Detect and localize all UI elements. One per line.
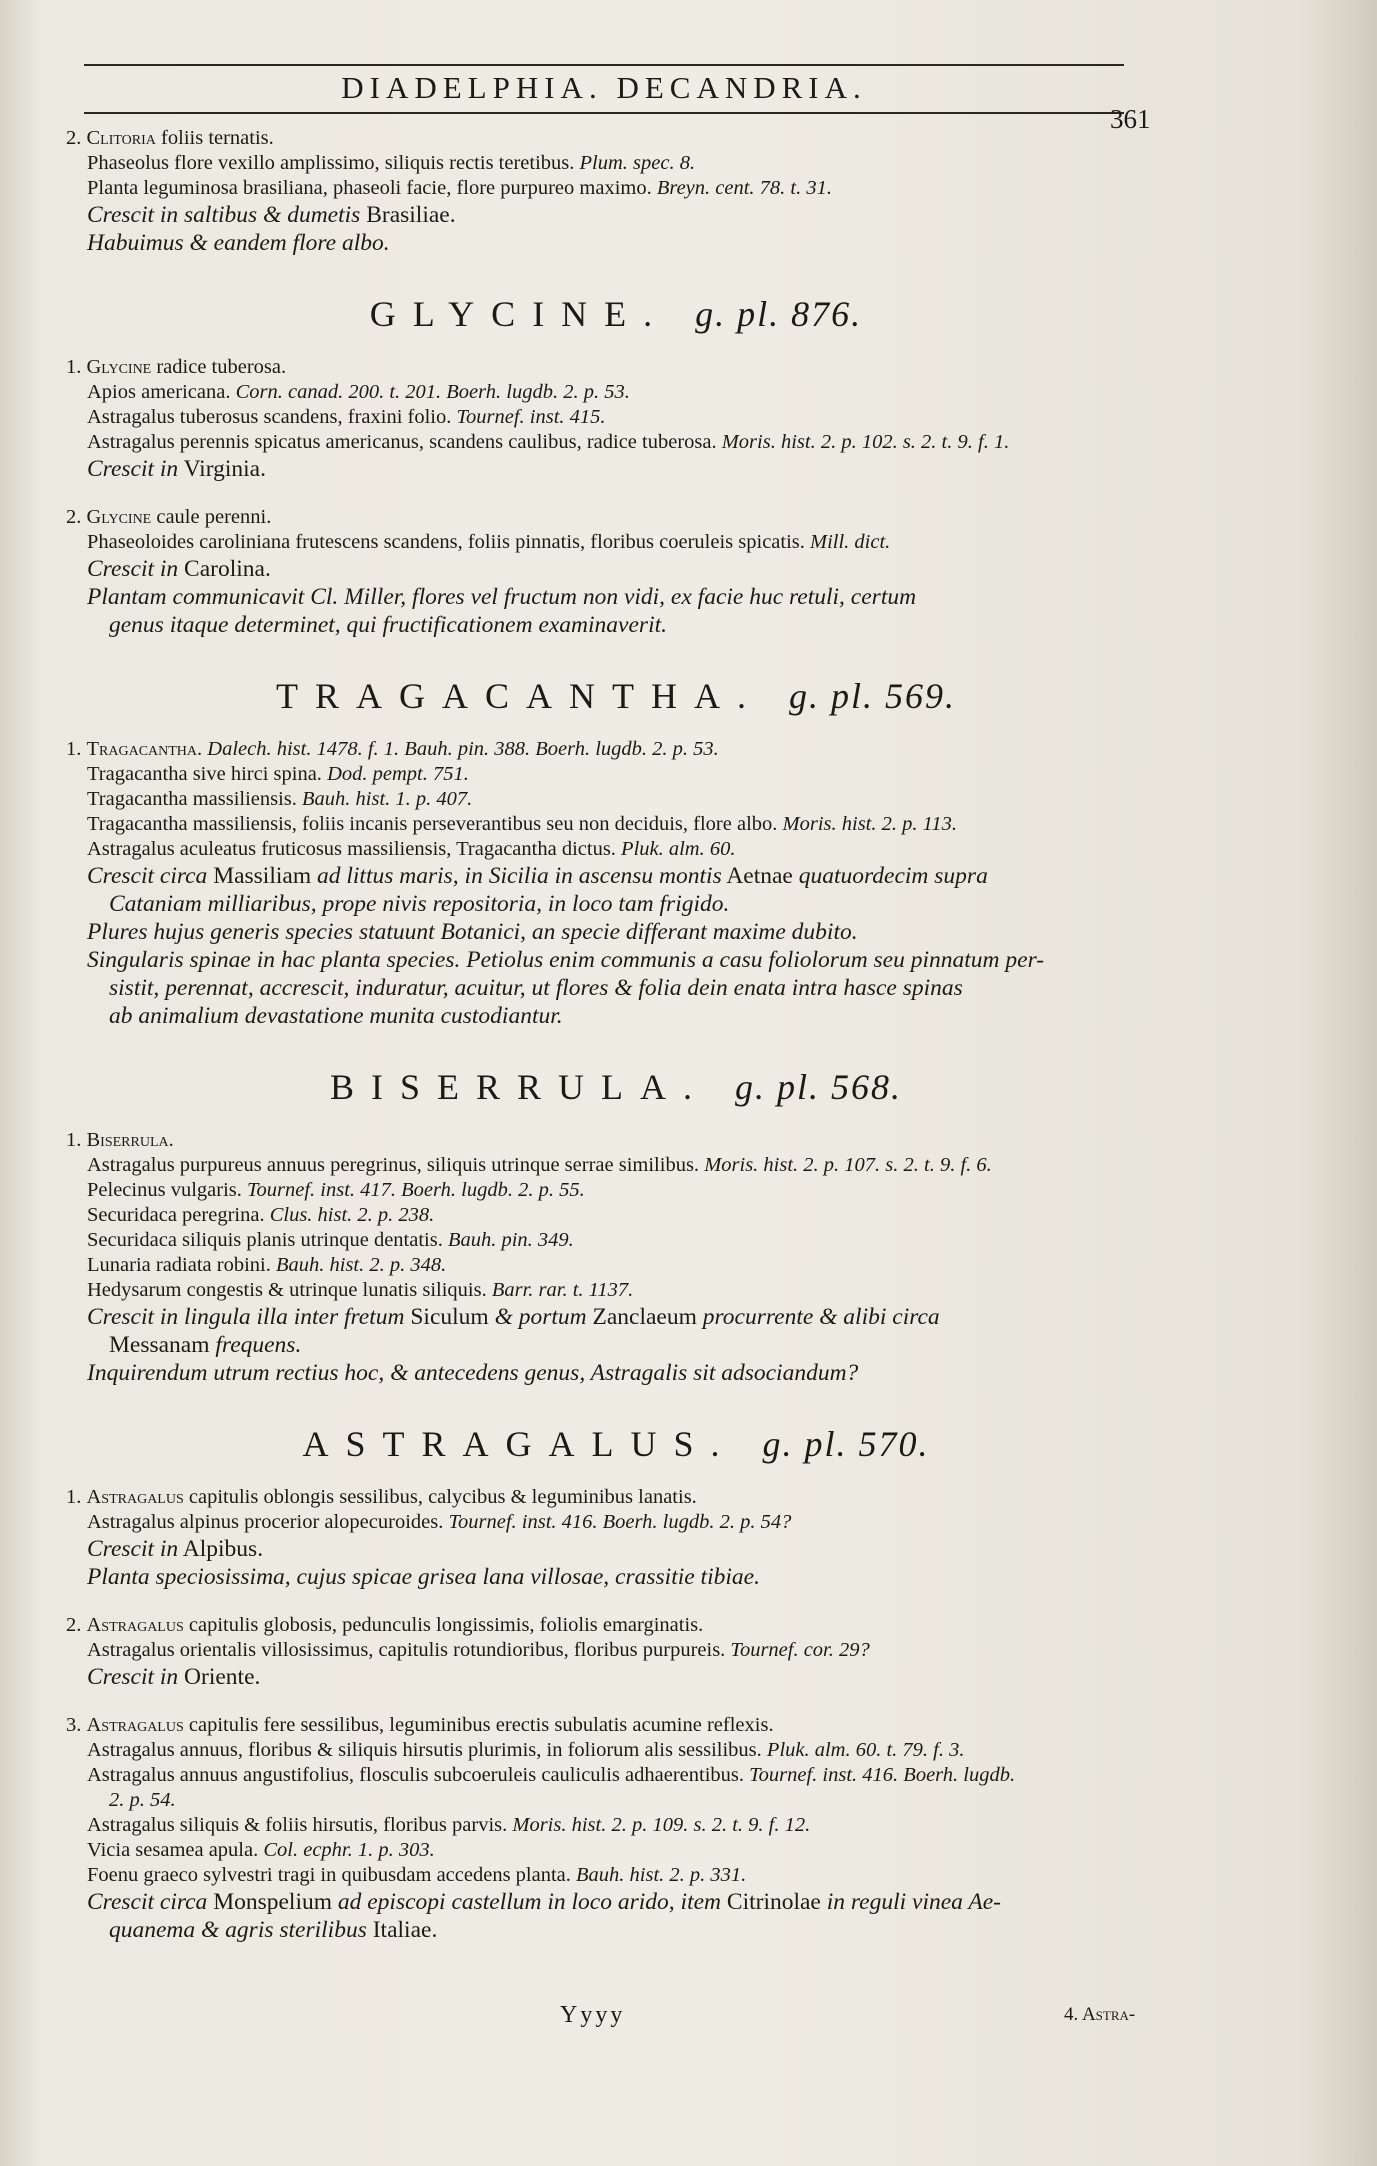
entry-heading: 1. Tragacantha. Dalech. hist. 1478. f. 1. Bauh. pin. 388. Boerh. lugdb. 2. p. 53. [66,738,719,760]
page-content [66,126,1166,1944]
synonym-line: Vicia sesamea apula. Col. ecphr. 1. p. 303. [87,1839,435,1861]
habitat-line: Crescit in lingula illa inter fretum Siculum & portum Zanclaeum procurrente & alibi circa [87,1304,940,1330]
header-rule-bottom [84,112,1124,114]
entry-heading: 2. Clitoria foliis ternatis. [66,127,274,149]
synonym-line: Securidaca peregrina. Clus. hist. 2. p. 238. [87,1204,435,1226]
note-line: ab animalium devastatione munita custodiantur. [109,1003,563,1029]
synonym-line: Astragalus annuus, floribus & siliquis hirsutis plurimis, in foliorum alis sessilibus. Pluk. alm. 60. t. 79. f. 3. [87,1739,965,1761]
habitat-line: Crescit in Oriente. [87,1664,261,1690]
synonym-line: Astragalus orientalis villosissimus, capitulis rotundioribus, floribus purpureis. Tournef. cor. 29? [87,1639,870,1661]
astragalus-entry-1 [66,1485,1166,1591]
habitat-line: Crescit circa Massiliam ad littus maris, in Sicilia in ascensu montis Aetnae quatuordecim supra [87,863,988,889]
habitat-line: Crescit in Carolina. [87,556,271,582]
habitat-line: Crescit circa Monspelium ad episcopi castellum in loco arido, item Citrinolae in reguli vinea Ae- [87,1889,1001,1915]
habitat-line: Cataniam milliaribus, prope nivis repositoria, in loco tam frigido. [109,891,730,917]
entry-heading: 1. Biserrula. [66,1129,174,1151]
note-line: Plantam communicavit Cl. Miller, flores vel fructum non vidi, ex facie huc retuli, certum [87,584,917,610]
note-line: Planta speciosissima, cujus spicae grisea lana villosae, crassitie tibiae. [87,1564,760,1590]
note-line: Inquirendum utrum rectius hoc, & antecedens genus, Astragalis sit adsociandum? [87,1360,859,1386]
synonym-line: Astragalus aculeatus fruticosus massiliensis, Tragacantha dictus. Pluk. alm. 60. [87,838,736,860]
catchword: 4. Astra- [1064,2004,1136,2025]
synonym-line: Phaseolus flore vexillo amplissimo, siliquis rectis teretibus. Plum. spec. 8. [87,152,696,174]
habitat-line: Crescit in Virginia. [87,456,266,482]
genus-title-glycine: GLYCINE. g. pl. 876. [369,294,863,334]
glycine-entry-1 [66,355,1166,483]
genus-title-biserrula: BISERRULA. g. pl. 568. [329,1067,903,1107]
entry-heading: 3. Astragalus capitulis fere sessilibus, leguminibus erectis subulatis acumine reflexis. [66,1714,774,1736]
synonym-line: Astragalus alpinus procerior alopecuroides. Tournef. inst. 416. Boerh. lugdb. 2. p. 54? [87,1511,792,1533]
synonym-line: Tragacantha sive hirci spina. Dod. pempt. 751. [87,763,469,785]
tragacantha-entry-1 [66,737,1166,1030]
page-header [84,64,1124,122]
synonym-line: Lunaria radiata robini. Bauh. hist. 2. p. 348. [87,1254,447,1276]
synonym-line: Pelecinus vulgaris. Tournef. inst. 417. Boerh. lugdb. 2. p. 55. [87,1179,585,1201]
astragalus-entry-2 [66,1613,1166,1691]
habitat-line: Crescit in saltibus & dumetis Brasiliae. [87,202,456,228]
synonym-line: Tragacantha massiliensis, foliis incanis perseverantibus seu non deciduis, flore albo. Moris. hist. 2. p. 113. [87,813,957,835]
genus-title-astragalus: ASTRAGALUS. g. pl. 570. [302,1424,930,1464]
note-line: genus itaque determinet, qui fructificationem examinaverit. [109,612,667,638]
synonym-line: Astragalus annuus angustifolius, flosculis subcoeruleis cauliculis adhaerentibus. Tournef. inst. 416. Boerh. lugdb. [87,1764,1016,1786]
synonym-line: Tragacantha massiliensis. Bauh. hist. 1. p. 407. [87,788,473,810]
synonym-line: Hedysarum congestis & utrinque lunatis siliquis. Barr. rar. t. 1137. [87,1279,634,1301]
synonym-line: Apios americana. Corn. canad. 200. t. 201. Boerh. lugdb. 2. p. 53. [87,381,630,403]
habitat-line: Messanam frequens. [109,1332,302,1358]
genus-title-tragacantha: TRAGACANTHA. g. pl. 569. [275,676,956,716]
entry-heading: 2. Glycine caule perenni. [66,506,272,528]
note-line: Habuimus & eandem flore albo. [87,230,390,256]
page-number: 361 [1110,104,1151,134]
synonym-line: Securidaca siliquis planis utrinque dentatis. Bauh. pin. 349. [87,1229,574,1251]
synonym-continuation: 2. p. 54. [109,1789,176,1811]
biserrula-entry-1 [66,1128,1166,1387]
synonym-line: Astragalus perennis spicatus americanus, scandens caulibus, radice tuberosa. Moris. hist. 2. p. 102. s. 2. t. 9. f. 1. [87,431,1010,453]
synonym-line: Astragalus tuberosus scandens, fraxini folio. Tournef. inst. 415. [87,406,606,428]
synonym-line: Phaseoloides caroliniana frutescens scandens, foliis pinnatis, floribus coeruleis spicatis. Mill. dict. [87,531,891,553]
note-line: Singularis spinae in hac planta species. Petiolus enim communis a casu foliolorum seu pinnatum per- [87,947,1045,973]
synonym-line: Planta leguminosa brasiliana, phaseoli facie, flore purpureo maximo. Breyn. cent. 78. t. 31. [87,177,832,199]
note-line: sistit, perennat, accrescit, induratur, acuitur, ut flores & folia dein enata intra hasce spinas [109,975,963,1001]
synonym-line: Astragalus purpureus annuus peregrinus, siliquis utrinque serrae similibus. Moris. hist. 2. p. 107. s. 2. t. 9. f. 6. [87,1154,992,1176]
entry-heading: 1. Astragalus capitulis oblongis sessilibus, calycibus & leguminibus lanatis. [66,1486,697,1508]
clitoria-entry-2 [66,126,1166,257]
entry-heading: 1. Glycine radice tuberosa. [66,356,287,378]
header-rule-top [84,64,1124,66]
synonym-line: Astragalus siliquis & foliis hirsutis, floribus parvis. Moris. hist. 2. p. 109. s. 2. t. 9. f. 12. [87,1814,811,1836]
signature-mark: Yyyy [560,2002,626,2028]
entry-heading: 2. Astragalus capitulis globosis, pedunculis longissimis, foliolis emarginatis. [66,1614,704,1636]
habitat-line: quanema & agris sterilibus Italiae. [109,1917,438,1943]
synonym-line: Foenu graeco sylvestri tragi in quibusdam accedens planta. Bauh. hist. 2. p. 331. [87,1864,747,1886]
running-title: DIADELPHIA. DECANDRIA. [341,70,867,105]
habitat-line: Crescit in Alpibus. [87,1536,264,1562]
glycine-entry-2 [66,505,1166,639]
astragalus-entry-3 [66,1713,1166,1944]
note-line: Plures hujus generis species statuunt Botanici, an specie differant maxime dubito. [87,919,858,945]
